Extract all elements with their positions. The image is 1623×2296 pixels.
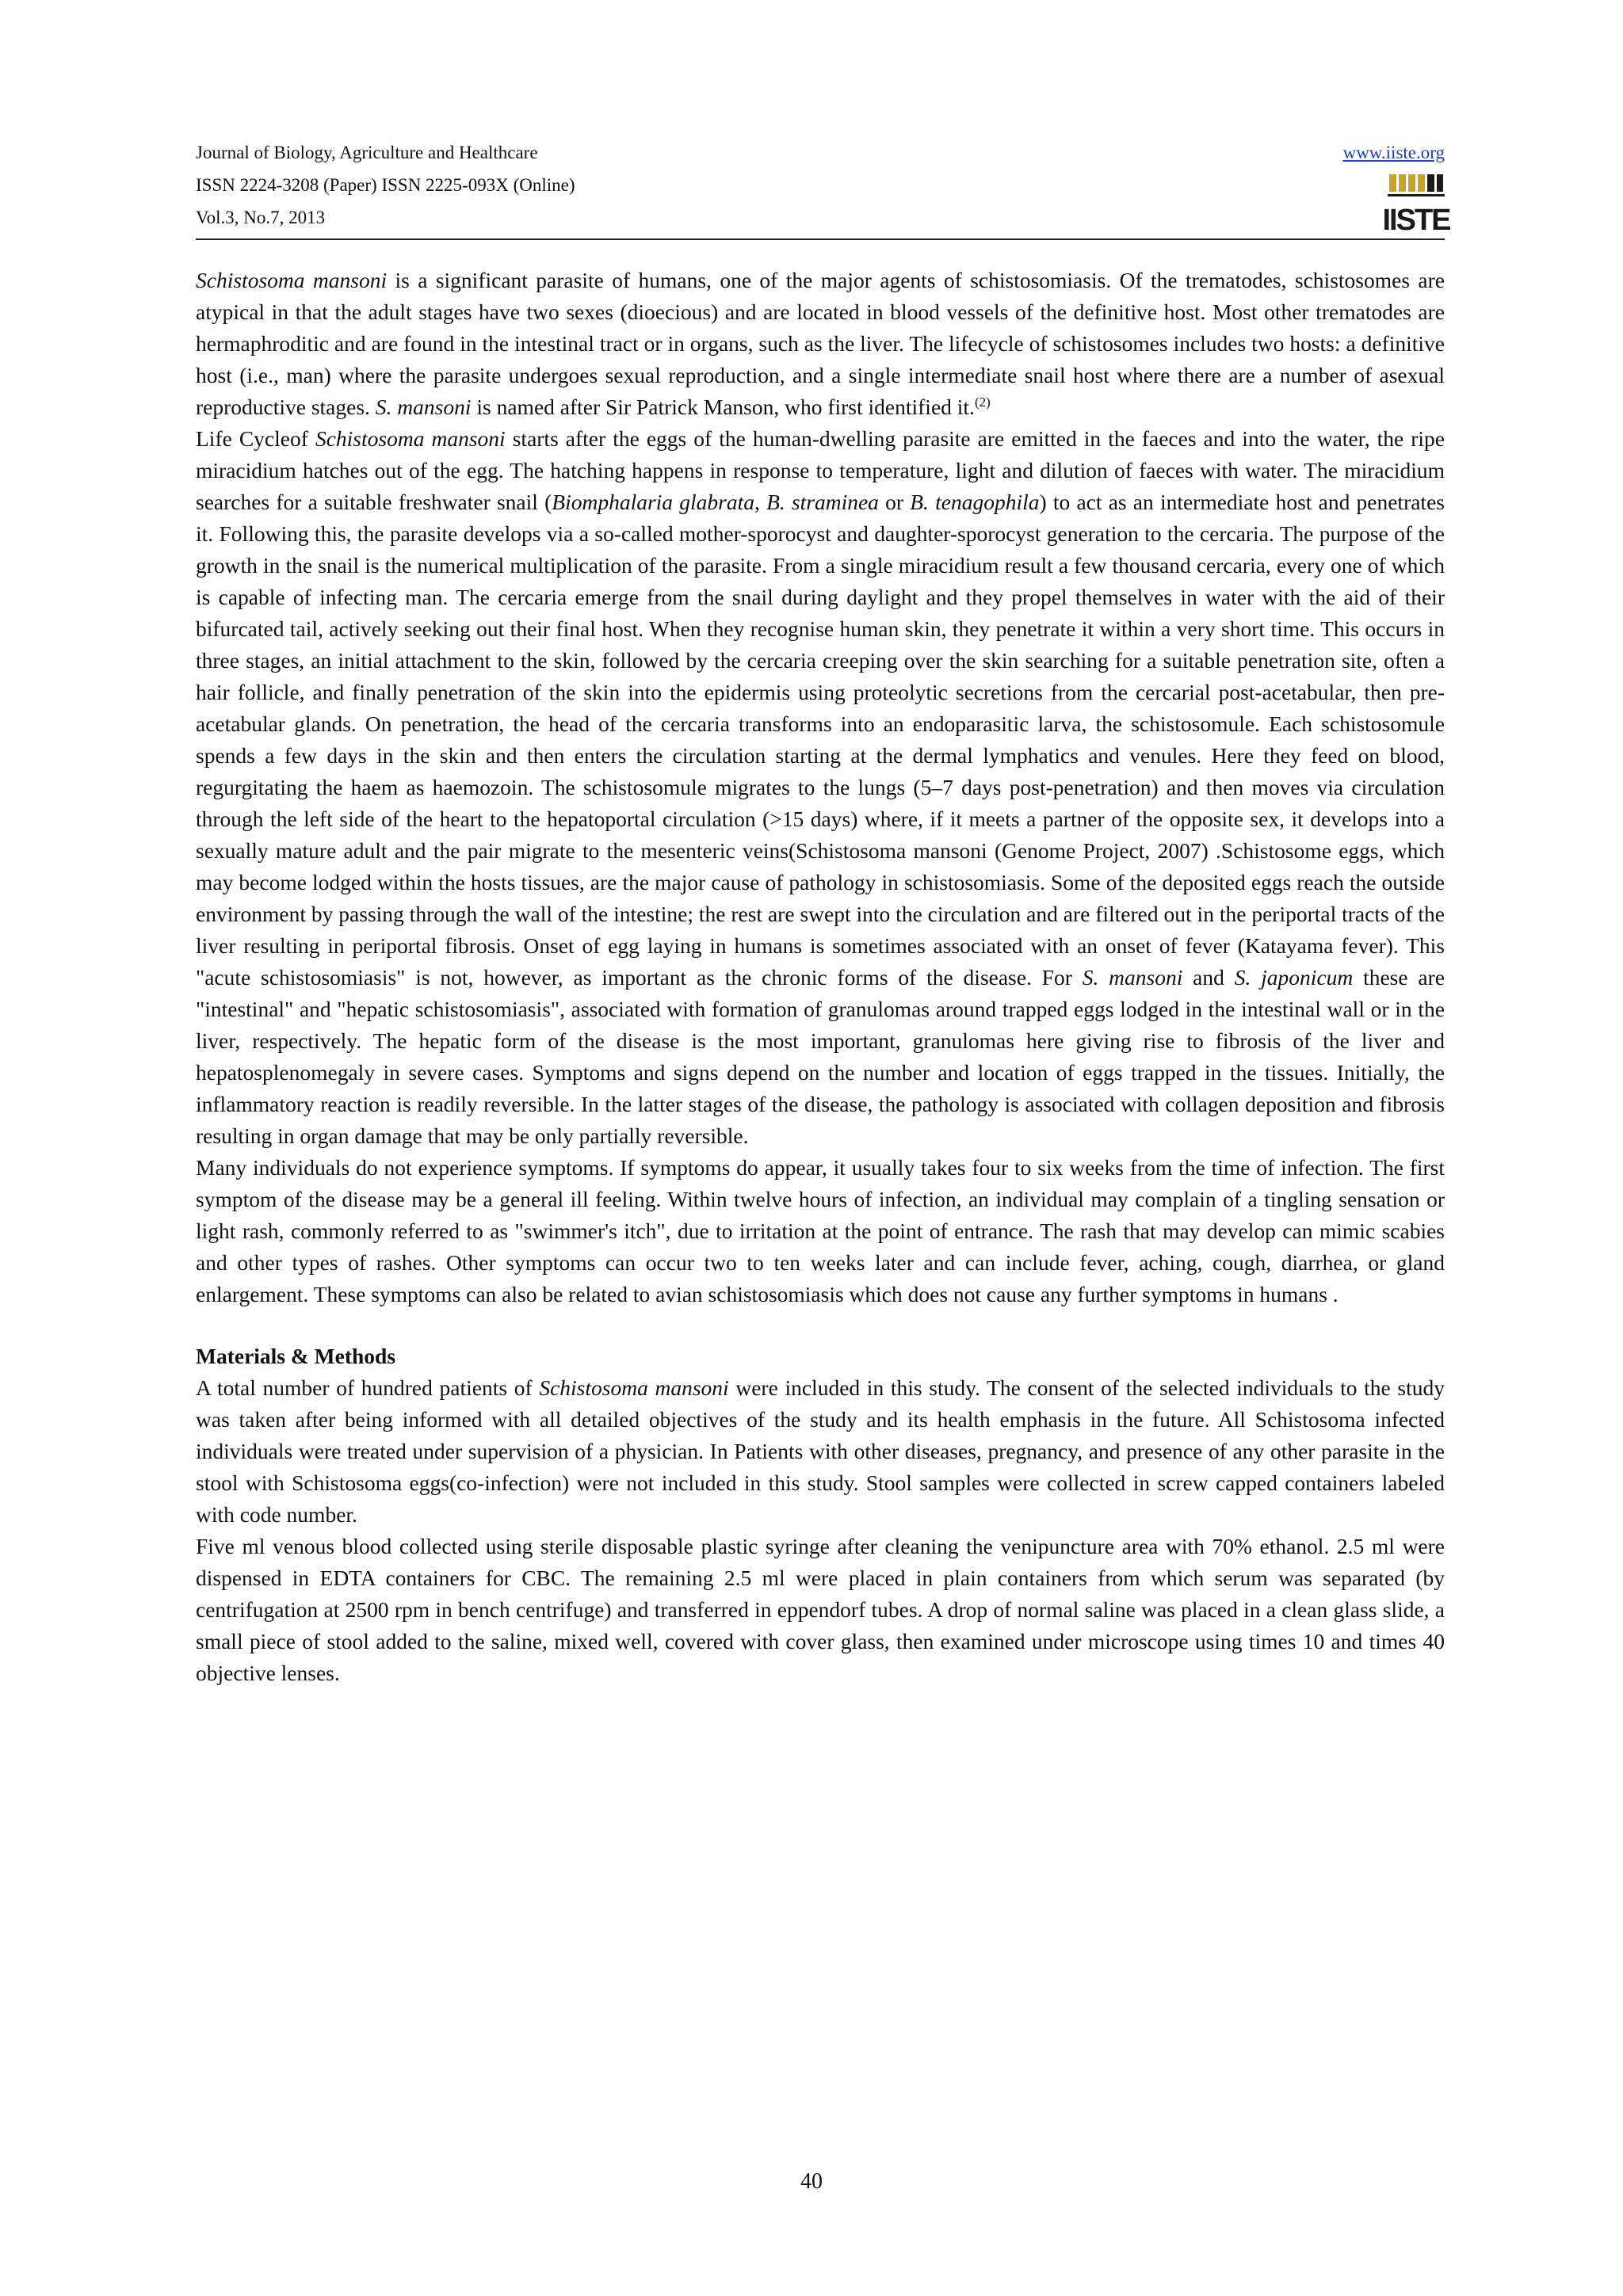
paragraph-methods-patients: A total number of hundred patients of Schistosoma mansoni were included in this study. The consent of the selected individuals to the study was taken after being informed with all detailed objectives of the study and its health emphasis in the future. All Schistosoma infected individuals were treated under supervision of a physician. In Patients with other diseases, pregnancy, and presence of any other parasite in the stool with Schistosoma eggs(co-infection) were not included in this study. Stool samples were collected in screw capped containers labeled with code number. [196, 1375, 1445, 1527]
paragraph-intro: Schistosoma mansoni is a significant parasite of humans, one of the major agents of schistosomiasis. Of the trematodes, schistosomes are atypical in that the adult stages have two sexes (dioecious) and are located in blood vessels of the definitive host. Most other trematodes are hermaphroditic and are found in the intestinal tract or in organs, such as the liver. The lifecycle of schistosomes includes two hosts: a definitive host (i.e., man) where the parasite undergoes sexual reproduction, and a single intermediate snail host where there are a number of asexual reproductive stages. S. mansoni is named after Sir Patrick Manson, who first identified it.$^{(2)}$ [196, 268, 1445, 419]
section-heading-methods: Materials & Methods [196, 1344, 396, 1368]
journal-name: Journal of Biology, Agriculture and Healthcare [196, 143, 538, 162]
page-number: 40 [800, 2169, 823, 2194]
page-header [196, 136, 1450, 239]
logo-text: IISTE [1382, 204, 1450, 237]
header-rule [196, 238, 1445, 240]
paragraph-methods-samples: Five ml venous blood collected using sterile disposable plastic syringe after cleaning the venipuncture area with 70% ethanol. 2.5 ml were dispensed in EDTA containers for CBC. The remaining 2.5 ml were placed in plain containers from which serum was separated (by centrifugation at 2500 rpm in bench centrifuge) and transferred in eppendorf tubes. A drop of normal saline was placed in a clean glass slide, a small piece of stool added to the saline, mixed well, covered with cover glass, then examined under microscope using times 10 and times 40 objective lenses. [196, 1534, 1445, 1685]
iiste-logo-icon [1382, 173, 1450, 237]
volume-line: Vol.3, No.7, 2013 [196, 208, 326, 227]
section-gap [196, 1310, 1445, 1341]
citation-ref: (2) [974, 394, 991, 410]
journal-url-link[interactable]: www.iiste.org [1342, 143, 1445, 162]
paragraph-lifecycle: Life Cycleof Schistosoma mansoni starts after the eggs of the human-dwelling parasite are emitted in the faeces and into the water, the ripe miracidium hatches out of the egg. The hatching happens in response to temperature, light and dilution of faeces with water. The miracidium searches for a suitable freshwater snail (Biomphalaria glabrata, B. straminea or B. tenagophila) to act as an intermediate host and penetrates it. Following this, the parasite develops via a so-called mother-sporocyst and daughter-sporocyst generation to the cercaria. The purpose of the growth in the snail is the numerical multiplication of the parasite. From a single miracidium result a few thousand cercaria, every one of which is capable of infecting man. The cercaria emerge from the snail during daylight and they propel themselves in water with the aid of their bifurcated tail, actively seeking out their final host. When they recognise human skin, they penetrate it within a very short time. This occurs in three stages, an initial attachment to the skin, followed by the cercaria creeping over the skin searching for a suitable penetration site, often a hair follicle, and finally penetration of the skin into the epidermis using proteolytic secretions from the cercarial post-acetabular, then pre-acetabular glands. On penetration, the head of the cercaria transforms into an endoparasitic larva, the schistosomule. Each schistosomule spends a few days in the skin and then enters the circulation starting at the dermal lymphatics and venules. Here they feed on blood, regurgitating the haem as haemozoin. The schistosomule migrates to the lungs (5–7 days post-penetration) and then moves via circulation through the left side of the heart to the hepatoportal circulation (>15 days) where, if it meets a partner of the opposite sex, it develops into a sexually mature adult and the pair migrate to the mesenteric veins(Schistosoma mansoni (Genome Project, 2007) .Schistosome eggs, which may become lodged within the hosts tissues, are the major cause of pathology in schistosomiasis. Some of the deposited eggs reach the outside environment by passing through the wall of the intestine; the rest are swept into the circulation and are filtered out in the periportal tracts of the liver resulting in periportal fibrosis. Onset of egg laying in humans is sometimes associated with an onset of fever (Katayama fever). This "acute schistosomiasis" is not, however, as important as the chronic forms of the disease. For S. mansoni and S. japonicum these are "intestinal" and "hepatic schistosomiasis", associated with formation of granulomas around trapped eggs lodged in the intestinal wall or in the liver, respectively. The hepatic form of the disease is the most important, granulomas here giving rise to fibrosis of the liver and hepatosplenomegaly in severe cases. Symptoms and signs depend on the number and location of eggs trapped in the tissues. Initially, the inflammatory reaction is readily reversible. In the latter stages of the disease, the pathology is associated with collagen deposition and fibrosis resulting in organ damage that may be only partially reversible. [196, 426, 1445, 1148]
paragraph-symptoms: Many individuals do not experience symptoms. If symptoms do appear, it usually takes four to six weeks from the time of infection. The first symptom of the disease may be a general ill feeling. Within twelve hours of infection, an individual may complain of a tingling sensation or light rash, commonly referred to as "swimmer's itch", due to irritation at the point of entrance. The rash that may develop can mimic scabies and other types of rashes. Other symptoms can occur two to ten weeks later and can include fever, aching, cough, diarrhea, or gland enlargement. These symptoms can also be related to avian schistosomiasis which does not cause any further symptoms in humans . [196, 1155, 1445, 1306]
issn-line: ISSN 2224-3208 (Paper) ISSN 2225-093X (Online) [196, 175, 575, 195]
article-body [196, 265, 1445, 1689]
